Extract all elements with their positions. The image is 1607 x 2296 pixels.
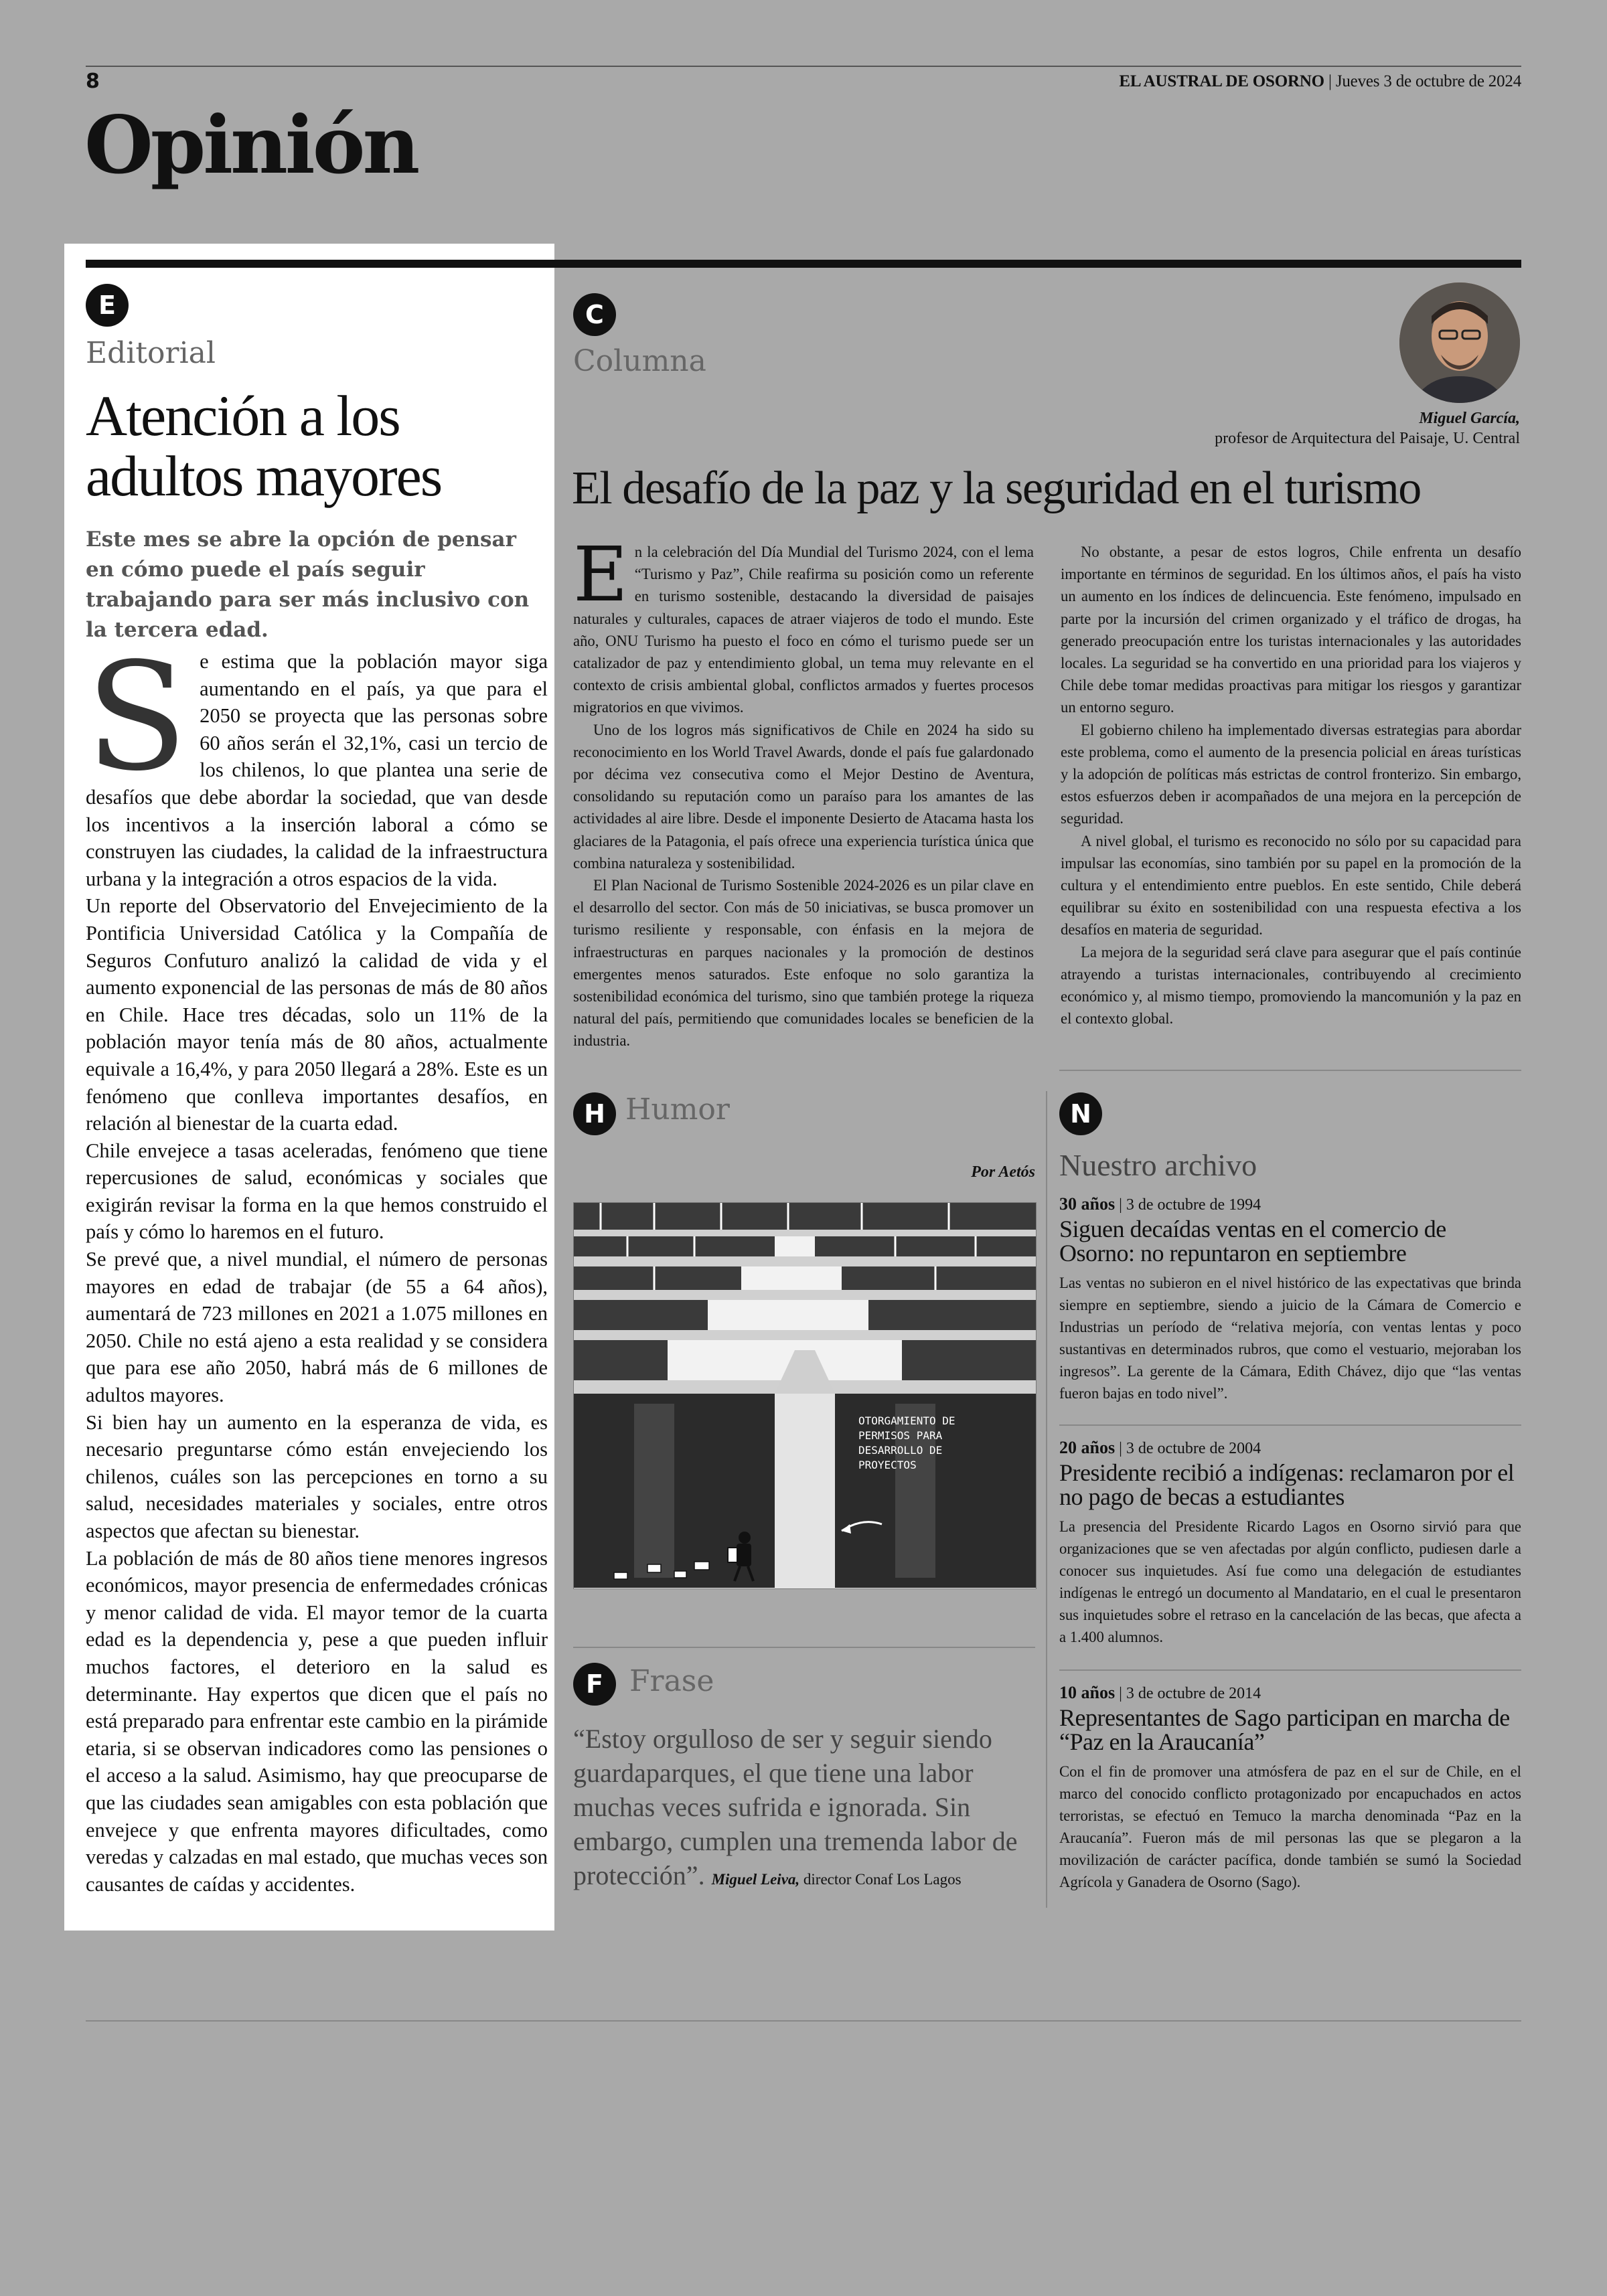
quote-text: “Estoy orgulloso de ser y seguir siendo guardaparques, el que tiene una labor muchas veces sufrida e ignorada. Sin embargo, cumplen una tremenda labor de protección”. [573,1724,1018,1890]
column-paragraph: Uno de los logros más significativos de Chile en 2024 ha sido su reconocimiento en los World Travel Awards, donde el país fue galardonado por décima vez consecutiva como el Mejor Destino de Aventura, consolidando su reputación como un paraíso para los amantes de las actividades al aire libre. Desde el imponente Desierto de Atacama hasta los glaciares de la Patagonia, el país ofrece una experiencia turística única que combina naturaleza y sostenibilidad. [573,721,1034,872]
archive-body: Las ventas no subieron en el nivel histórico de las expectativas que brinda siempre en septiembre, siendo a juicio de la Cámara de Comercio e Industrias un período de “relativa mejoría, con ventas lentas y poco sustantivas en determinados rubros, que como el vestuario, mejoraban los ingresos”. La gerente de la Cámara, Edith Chávez, dijo que “las ventas fueron bajas en todo nivel”. [1059,1275,1521,1402]
editorial-paragraph: Se prevé que, a nivel mundial, el número de personas mayores en edad de trabajar (de 55 a 64 años), aumentará de 723 millones en 2021 a 1.075 millones en 2050. Chile no está ajeno a esta realidad y se considera que para ese año 2050, habrá más de 6 millones de adultos mayores. [86,1248,548,1407]
cartoon-caption: OTORGAMIENTO DE PERMISOS PARA DESARROLLO DE PROYECTOS [858,1414,955,1471]
column-paragraph: n la celebración del Día Mundial del Turismo 2024, con el lema “Turismo y Paz”, Chile reafirma su posición como un referente en turismo sostenible, destacando la diversidad de paisajes naturales y culturales, capaces de atraer viajeros de todo el mundo. Este año, ONU Turismo ha puesto el foco en cómo el turismo puede ser un catalizador de paz y entendimiento global, un tema muy relevante en el contexto de crisis ambiental global, conflictos armados y fuertes procesos migratorios en que vivimos. [573,544,1034,716]
editorial-paragraph: La población de más de 80 años tiene menores ingresos económicos, mayor presencia de enfermedades crónicas y menor calidad de vida. El mayor temor de la cuarta edad es la dependencia y, pese a que pueden influir muchos factores, el deterioro en la salud es determinante. Hay expertos que dicen que el país no está preparado para enfrentar este cambio en la pirámide etaria, si se observan indicadores como las pensiones o el acceso a la salud. Asimismo, hay que preocuparse de que las ciudades sean amigables con esta población que envejece y que enfrenta mayores dificultades, como veredas y calzadas en mal estado, que muchas veces son causantes de caídas y accidentes. [86,1546,548,1896]
archive-item: 20 años | 3 de octubre de 2004 Presidente recibió a indígenas: reclamaron por el no pago de becas a estudiantes La presencia del Presidente Ricardo Lagos en Osorno sirvió para que organizaciones que se ven afectadas por algún conflicto, pudiesen darle a conocer sus inquietudes. Así fue como una delegación de estudiantes indígenas le entregó un documento al Mandatario, en el cual le presentaron sus inquietudes sobre el retraso en la cancelación de las becas, que afecta a a 1.400 alumnos. [1059,1438,1521,1648]
newspaper-name: EL AUSTRAL DE OSORNO [1119,72,1324,90]
humor-bottom-rule [573,1647,1035,1648]
archive-body: La presencia del Presidente Ricardo Lagos en Osorno sirvió para que organizaciones que se ven afectadas por algún conflicto, pudiesen darle a conocer sus inquietudes. Así fue como una delegación de estudiantes indígenas le entregó un documento al Mandatario, en el cual le presentaron sus inquietudes sobre el retraso en la cancelación de las becas, que afecta a a 1.400 alumnos. [1059,1518,1521,1645]
column-paragraph: La mejora de la seguridad será clave para asegurar que el país continúe atrayendo a turistas internacionales, contribuyendo al crecimiento económico y, al mismo tiempo, promoviendo la mancomunión y la paz en el contexto global. [1061,943,1521,1028]
editorial-dropcap: S [86,631,188,804]
archive-badge-icon: N [1059,1092,1102,1135]
editorial-paragraph: Si bien hay un aumento en la esperanza de vida, es necesario preguntarse cómo están envejeciendo los chilenos, cuáles son las percepciones en torno a su salud, necesidades materiales y sociales, entre otros aspectos que afectan su bienestar. [86,1410,548,1542]
editorial-paragraph: Chile envejece a tasas aceleradas, fenómeno que tiene repercusiones de salud, económicas y sociales que exigirán revisar la forma en la que hemos construido el país y cómo lo haremos en el futuro. [86,1139,548,1244]
column-divider [1046,1091,1047,1908]
archive-headline: Representantes de Sago participan en marcha de “Paz en la Araucanía” [1059,1704,1510,1755]
editorial-body [86,631,548,1898]
humor-byline: Por Aetós [971,1163,1035,1181]
archive-years: 20 años [1059,1438,1116,1457]
issue-date: Jueves 3 de octubre de 2024 [1335,72,1521,90]
page-number: 8 [86,70,100,93]
archive-date: 3 de octubre de 1994 [1126,1196,1261,1214]
masthead: EL AUSTRAL DE OSORNO | Jueves 3 de octubre de 2024 [1119,72,1521,90]
archive-item: 10 años | 3 de octubre de 2014 Representantes de Sago participan en marcha de “Paz en la Araucanía” Con el fin de promover una atmósfera de paz en el sur de Chile, en el marco del conocido conflicto protagonizado por encapuchados en actos terroristas, se efectuó en Temuco la marcha denominada “Paz en la Araucanía”. Fueron más de mil personas las que se plegaron a la movilización de carácter pacífica, donde también se sumó la Sociedad Agrícola y Ganadera de Osorno (Sago). [1059,1683,1521,1893]
author-name: Miguel García, [1419,410,1520,427]
archive-years: 10 años [1059,1683,1116,1702]
top-rule [86,66,1521,67]
author-role: profesor de Arquitectura del Paisaje, U. Central [1215,430,1520,447]
editorial-paragraph: Un reporte del Observatorio del Envejecimiento de la Pontificia Universidad Católica y la Compañía de Seguros Confuturo analizó la calidad de vida y el aumento exponencial de las personas de más de 80 años en Chile. Hace tres décadas, solo un 11% de la población mayor tenía más de 80 años, actualmente equivale a 16,4%, y para 2050 llegará a 28%. Este es un fenómeno que conlleva importantes desafíos, en relación al bienestar de la cuarta edad. [86,894,548,1135]
frase-badge-icon: F [573,1663,616,1706]
archive-divider [1059,1669,1521,1671]
archive-divider [1059,1424,1521,1426]
editorial-dek: Este mes se abre la opción de pensar en cómo puede el país seguir trabajando para ser más inclusivo con la tercera edad. [86,527,530,642]
column-body [573,531,1521,1055]
archive-headline: Siguen decaídas ventas en el comercio de Osorno: no repuntaron en septiembre [1059,1216,1446,1266]
archive-headline: Presidente recibió a indígenas: reclamaron por el no pago de becas a estudiantes [1059,1459,1515,1510]
archive-years: 30 años [1059,1194,1116,1214]
column-bottom-rule [1059,1070,1521,1071]
author-photo [1399,282,1520,403]
bottom-rule [86,2020,1521,2022]
column-paragraph: A nivel global, el turismo es reconocido no sólo por su capacidad para impulsar las economías, sino también por su papel en la promoción de la cultura y el entendimiento entre pueblos. En este sentido, Chile deberá equilibrar su éxito en sostenibilidad con una respuesta efectiva a los desafíos en materia de seguridad. [1061,832,1521,938]
section-rule [86,260,1521,268]
archive-item: 30 años | 3 de octubre de 1994 Siguen decaídas ventas en el comercio de Osorno: no repuntaron en septiembre Las ventas no subieron en el nivel histórico de las expectativas que brinda siempre en septiembre, siendo a juicio de la Cámara de Comercio e Industrias un período de “relativa mejoría, con ventas lentas y poco sustantivas en determinados rubros, que como el vestuario, mejoraban los ingresos”. La gerente de la Cámara, Edith Chávez, dijo que “las ventas fueron bajas en todo nivel”. [1059,1194,1521,1404]
archive-label: Nuestro archivo [1059,1148,1257,1182]
column-badge-icon: C [573,293,616,336]
frase-label: Frase [629,1664,714,1698]
column-paragraph: El gobierno chileno ha implementado diversas estrategias para abordar este problema, como el aumento de la presencia policial en áreas turísticas y la adopción de políticas más estrictas de control fronterizo. Sin embargo, estos esfuerzos deben ir acompañados de una mejora en la percepción de seguridad. [1061,721,1521,827]
quote-author: Miguel Leiva, [711,1871,800,1888]
humor-label: Humor [625,1092,730,1127]
column-paragraph: No obstante, a pesar de estos logros, Chile enfrenta un desafío importante en términos de seguridad. En los últimos años, el país ha visto un aumento en los índices de delincuencia. Este fenómeno, impulsado en parte por la incursión del crimen organizado y el tráfico de drogas, ha generado preocupación entre los turistas internacionales y las autoridades locales. La seguridad se ha convertido en una prioridad para los viajeros y Chile debe tomar medidas proactivas para mitigar los riesgos y garantizar un entorno seguro. [1061,544,1521,716]
editorial-badge-icon: E [86,284,129,327]
editorial-paragraph: e estima que la población mayor siga aumentando en el país, ya que para el 2050 se proyecta que las personas sobre 60 años serán el 32,1%, casi un tercio de los chilenos, lo que plantea una serie de desafíos que debe abordar la sociedad, que van desde los incentivos a la inserción laboral a cómo se construyen las ciudades, la calidad de la infraestructura urbana y la integración a otros espacios de la vida. [86,650,548,890]
column-dropcap: E [573,531,628,619]
column-paragraph: El Plan Nacional de Turismo Sostenible 2024-2026 es un pilar clave en el desarrollo del sector. Con más de 50 iniciativas, se busca promover un turismo resiliente y responsable, con énfasis en la mejora de infraestructuras en parques nacionales y la promoción de destinos emergentes menos saturados. Este enfoque no solo garantiza la sostenibilidad económica del turismo, sino que también protege la riqueza natural del país, permitiendo que comunidades locales se beneficien de la industria. [573,877,1034,1050]
editorial-title: Atención a los adultos mayores [86,384,442,508]
section-title: Opinión [84,98,418,191]
archive-date: 3 de octubre de 2014 [1126,1685,1261,1702]
quote-role: director Conaf Los Lagos [803,1871,962,1888]
maze-cartoon [573,1202,1037,1589]
editorial-label: Editorial [86,336,216,370]
column-label: Columna [573,344,706,378]
column-title: El desafío de la paz y la seguridad en el turismo [572,463,1421,514]
archive-date: 3 de octubre de 2004 [1126,1440,1261,1457]
archive-body: Con el fin de promover una atmósfera de paz en el sur de Chile, en el marco del conocido conflicto protagonizado por encapuchados en actos terroristas, se efectuó en Temuco la marcha denominada “Paz en la Araucanía”. Fueron más de mil personas las que se plegaron a la movilización de carácter pacífica, donde también se sumó la Sociedad Agrícola y Ganadera de Osorno (Sago). [1059,1763,1521,1890]
frase-quote [573,1722,1042,1896]
quote-credit [712,1871,962,1888]
humor-badge-icon: H [573,1092,616,1135]
